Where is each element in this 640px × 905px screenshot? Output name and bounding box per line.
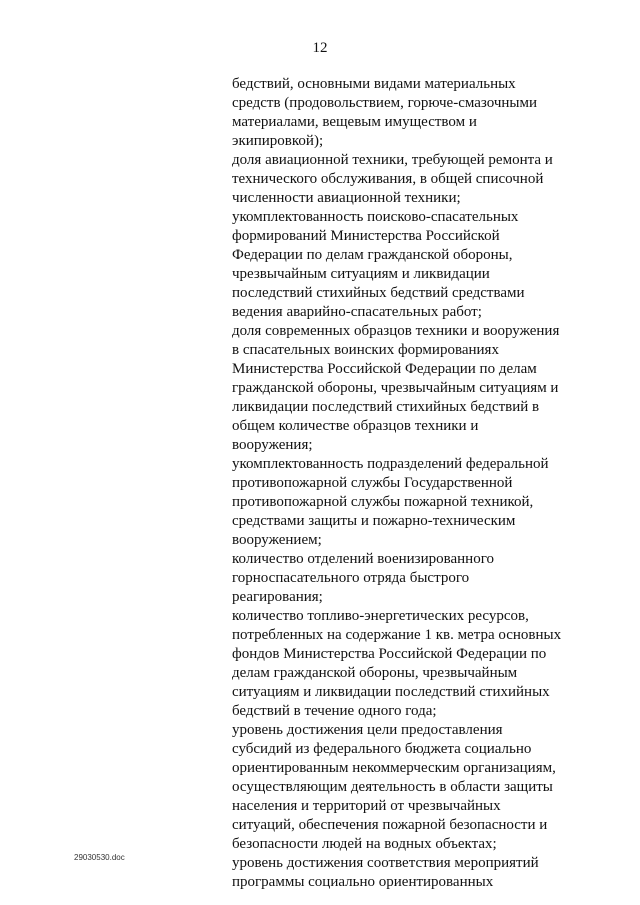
text-line: в спасательных воинских формированиях xyxy=(232,342,499,358)
text-line: доля авиационной техники, требующей ремонта и xyxy=(232,152,553,168)
text-line: ориентированным некоммерческим организациям, xyxy=(232,760,556,776)
text-line: общем количестве образцов техники и xyxy=(232,418,479,434)
text-line: численности авиационной техники; xyxy=(232,190,461,206)
text-line: субсидий из федерального бюджета социально xyxy=(232,741,532,757)
text-line: гражданской обороны, чрезвычайным ситуациям и xyxy=(232,380,559,396)
text-line: материалами, вещевым имуществом и xyxy=(232,114,477,130)
text-line: количество топливо-энергетических ресурсов, xyxy=(232,608,529,624)
text-line: ликвидации последствий стихийных бедствий в xyxy=(232,399,540,415)
text-line: доля современных образцов техники и вооружения xyxy=(232,323,560,339)
text-line: технического обслуживания, в общей списочной xyxy=(232,171,544,187)
text-line: уровень достижения цели предоставления xyxy=(232,722,503,738)
text-line: уровень достижения соответствия мероприятий xyxy=(232,855,539,871)
text-line: реагирования; xyxy=(232,589,323,605)
text-line: экипировкой); xyxy=(232,133,324,149)
text-line: противопожарной службы пожарной техникой, xyxy=(232,494,534,510)
text-line: последствий стихийных бедствий средствами xyxy=(232,285,525,301)
text-line: бедствий, основными видами материальных xyxy=(232,76,516,92)
text-line: ситуациям и ликвидации последствий стихийных xyxy=(232,684,550,700)
footer-filename: 29030530.doc xyxy=(74,853,125,862)
text-line: ситуаций, обеспечения пожарной безопасности и xyxy=(232,817,548,833)
text-line: осуществляющим деятельность в области защиты xyxy=(232,779,553,795)
text-line: горноспасательного отряда быстрого xyxy=(232,570,470,586)
text-line: укомплектованность поисково-спасательных xyxy=(232,209,519,225)
text-line: средств (продовольствием, горюче-смазочными xyxy=(232,95,538,111)
text-line: средствами защиты и пожарно-техническим xyxy=(232,513,516,529)
text-line: населения и территорий от чрезвычайных xyxy=(232,798,501,814)
text-line: вооружением; xyxy=(232,532,322,548)
text-line: бедствий в течение одного года; xyxy=(232,703,437,719)
text-line: формирований Министерства Российской xyxy=(232,228,500,244)
text-line: укомплектованность подразделений федеральной xyxy=(232,456,549,472)
text-line: Федерации по делам гражданской обороны, xyxy=(232,247,513,263)
document-body xyxy=(232,75,567,892)
text-line: программы социально ориентированных xyxy=(232,874,494,890)
text-line: безопасности людей на водных объектах; xyxy=(232,836,497,852)
text-line: потребленных на содержание 1 кв. метра основных xyxy=(232,627,562,643)
text-line: чрезвычайным ситуациям и ликвидации xyxy=(232,266,490,282)
text-line: вооружения; xyxy=(232,437,313,453)
text-line: противопожарной службы Государственной xyxy=(232,475,513,491)
text-line: фондов Министерства Российской Федерации по xyxy=(232,646,547,662)
text-line: ведения аварийно-спасательных работ; xyxy=(232,304,482,320)
text-line: Министерства Российской Федерации по делам xyxy=(232,361,537,377)
text-line: делам гражданской обороны, чрезвычайным xyxy=(232,665,518,681)
page-number: 12 xyxy=(312,40,328,56)
text-line: количество отделений военизированного xyxy=(232,551,494,567)
